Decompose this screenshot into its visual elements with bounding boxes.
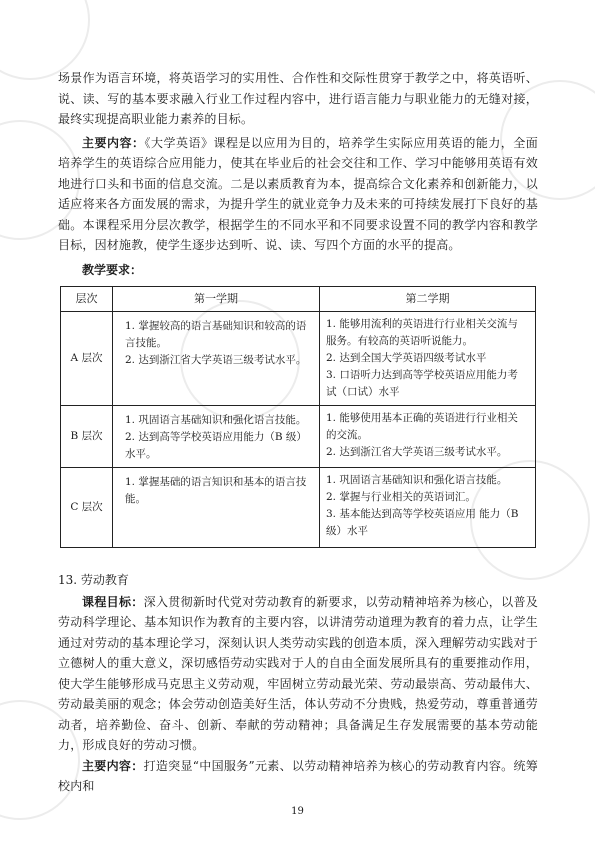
main-content-label: 主要内容： [82, 135, 145, 150]
header-semester-2: 第二学期 [320, 286, 536, 311]
semester-1-cell [113, 311, 320, 405]
table-row [61, 311, 536, 405]
list-item: 3. 基本能达到高等学校英语应用 能力（B 级）水平 [326, 507, 519, 537]
list-item: 2. 达到浙江省大学英语三级考试水平。 [125, 353, 307, 366]
header-semester-1: 第一学期 [113, 286, 320, 311]
intro-paragraph: 场景作为语言环境，将英语学习的实用性、合作性和交际性贯穿于教学之中，将英语听、说、读、写的基本要求融入行业工作过程内容中，进行语言能力与职业能力的无缝对接，最终实现提高职业能力素养的目标。 [58, 71, 538, 126]
level-cell: B 层次 [61, 405, 113, 467]
main-content-paragraph [58, 133, 538, 256]
teaching-requirements-table [60, 286, 536, 548]
list-item: 1. 能够用流利的英语进行行业相关交流与服务。有较高的英语听说能力。 [326, 317, 518, 347]
section-13-main-content-label: 主要内容： [82, 758, 144, 773]
section-13-main-content-paragraph [58, 756, 538, 797]
section-13-main-content-text: 打造突显“中国服务”元素、以劳动精神培养为核心的劳动教育内容。统筹校内和 [58, 758, 538, 793]
course-goal-label: 课程目标： [82, 594, 144, 609]
section-13-title: 13. 劳动教育 [58, 572, 129, 587]
semester-2-cell [320, 405, 536, 467]
page-number: 19 [291, 806, 304, 817]
course-goal-text: 深入贯彻新时代党对劳动教育的新要求，以劳动精神培养为核心，以普及劳动科学理论、基本知识作为教育的主要内容，以讲清劳动道理为教育的着力点，让学生通过对劳动的基本理论学习，深刻认识人类劳动实践的创造本质，深入理解劳动实践对于立德树人的重大意义，深切感悟劳动实践对于人的自由全面发展所具有的重要推动作用，使大学生能够形成马克思主义劳动观，牢固树立劳动最光荣、劳动最崇高、劳动最伟大、劳动最美丽的观念；体会劳动创造美好生活，体认劳动不分贵贱，热爱劳动，尊重普通劳动者，培养勤俭、奋斗、创新、奉献的劳动精神；具备满足生存发展需要的基本劳动能力，形成良好的劳动习惯。 [58, 594, 538, 752]
document-page [58, 68, 538, 797]
semester-2-cell [320, 467, 536, 547]
list-item: 2. 掌握与行业相关的英语词汇。 [326, 490, 476, 503]
table-row [61, 467, 536, 547]
level-cell: A 层次 [61, 311, 113, 405]
table-row [61, 405, 536, 467]
teaching-requirements-heading: 教学要求： [82, 262, 143, 277]
list-item: 1. 掌握基础的语言知识和基本的语言技能。 [125, 475, 307, 505]
semester-1-cell [113, 467, 320, 547]
list-item: 2. 达到高等学校英语应用能力（B 级）水平。 [125, 430, 307, 460]
table-header-row [61, 286, 536, 311]
list-item: 2. 达到全国大学英语四级考试水平 [326, 351, 487, 364]
list-item: 1. 能够使用基本正确的英语进行行业相关的交流。 [326, 411, 518, 441]
level-cell: C 层次 [61, 467, 113, 547]
list-item: 3. 口语听力达到高等学校英语应用能力考试（口试）水平 [326, 368, 518, 398]
semester-2-cell [320, 311, 536, 405]
list-item: 1. 掌握较高的语言基础知识和较高的语言技能。 [125, 319, 307, 349]
semester-1-cell [113, 405, 320, 467]
main-content-text: 《大学英语》课程是以应用为目的，培养学生实际应用英语的能力，全面培养学生的英语综合应用能力，使其在毕业后的社会交往和工作、学习中能够用英语有效地进行口头和书面的信息交流。二是以素质教育为本，提高综合文化素养和创新能力，以适应将来各方面发展的需求，为提升学生的就业竞争力及未来的可持续发展打下良好的基础。本课程采用分层次教学，根据学生的不同水平和不同要求设置不同的教学内容和教学目标，因材施教，使学生逐步达到听、说、读、写四个方面的水平的提高。 [58, 135, 538, 252]
header-level: 层次 [61, 286, 113, 311]
course-goal-paragraph [58, 592, 538, 756]
list-item: 1. 巩固语言基础知识和强化语言技能。 [326, 473, 508, 486]
list-item: 1. 巩固语言基础知识和强化语言技能。 [125, 413, 307, 426]
list-item: 2. 达到浙江省大学英语三级考试水平。 [326, 445, 508, 458]
